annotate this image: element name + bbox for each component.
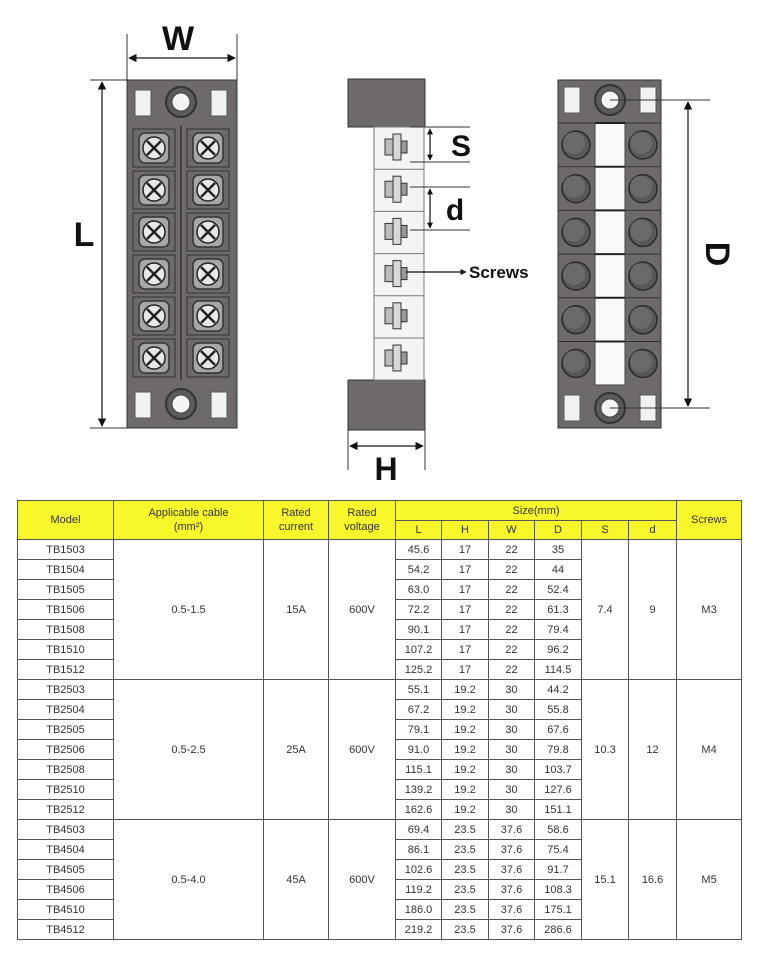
cell-w: 37.6: [489, 920, 535, 940]
cell-l: 67.2: [396, 700, 442, 720]
cell-d-big: 58.6: [535, 820, 582, 840]
cell-model: TB2510: [18, 780, 114, 800]
cell-voltage: 600V: [329, 540, 396, 680]
spec-table: [17, 500, 742, 940]
cell-l: 102.6: [396, 860, 442, 880]
cell-model: TB1505: [18, 580, 114, 600]
cell-h: 19.2: [442, 780, 489, 800]
height-label: H: [374, 451, 398, 487]
cell-h: 19.2: [442, 720, 489, 740]
cell-l: 186.0: [396, 900, 442, 920]
header-size: Size(mm): [396, 501, 677, 521]
cell-l: 162.6: [396, 800, 442, 820]
cell-d: 12: [629, 680, 677, 820]
cell-w: 37.6: [489, 900, 535, 920]
header-current-line1: Rated: [281, 507, 311, 519]
d-label: d: [445, 194, 465, 227]
cell-w: 30: [489, 680, 535, 700]
header-w: W: [489, 521, 535, 540]
header-cable-line2: (mm²): [173, 521, 204, 533]
header-voltage-line1: Rated: [347, 507, 377, 519]
terminal-screw-icon: [187, 129, 229, 167]
cell-h: 23.5: [442, 840, 489, 860]
cell-l: 125.2: [396, 660, 442, 680]
cell-w: 37.6: [489, 880, 535, 900]
table-row: [18, 540, 742, 560]
cell-h: 17: [442, 660, 489, 680]
cell-l: 69.4: [396, 820, 442, 840]
cell-d-big: 151.1: [535, 800, 582, 820]
cell-d-big: 55.8: [535, 700, 582, 720]
cell-l: 107.2: [396, 640, 442, 660]
cell-h: 17: [442, 640, 489, 660]
terminal-screw-icon: [187, 213, 229, 251]
cell-w: 30: [489, 800, 535, 820]
header-cable-line1: Applicable cable: [148, 507, 229, 519]
terminal-screw-icon: [133, 213, 175, 251]
cell-d-big: 103.7: [535, 760, 582, 780]
cell-h: 19.2: [442, 680, 489, 700]
cell-h: 17: [442, 560, 489, 580]
cell-s: 15.1: [582, 820, 629, 940]
cell-model: TB2506: [18, 740, 114, 760]
cell-w: 22: [489, 640, 535, 660]
terminal-screw-icon: [133, 171, 175, 209]
cell-s: 10.3: [582, 680, 629, 820]
cell-cable: 0.5-1.5: [114, 540, 264, 680]
cell-d-big: 67.6: [535, 720, 582, 740]
cell-l: 79.1: [396, 720, 442, 740]
cell-h: 23.5: [442, 820, 489, 840]
cell-model: TB1512: [18, 660, 114, 680]
cell-model: TB4512: [18, 920, 114, 940]
cell-screws: M3: [677, 540, 742, 680]
terminal-screw-icon: [133, 129, 175, 167]
cell-d-big: 114.5: [535, 660, 582, 680]
cell-d-big: 44: [535, 560, 582, 580]
cell-cable: 0.5-2.5: [114, 680, 264, 820]
cell-w: 22: [489, 600, 535, 620]
cell-current: 45A: [264, 820, 329, 940]
cell-model: TB2508: [18, 760, 114, 780]
cell-h: 23.5: [442, 860, 489, 880]
screws-label: Screws: [469, 263, 529, 282]
terminal-screw-icon: [187, 339, 229, 377]
cell-d-big: 79.4: [535, 620, 582, 640]
cell-model: TB4504: [18, 840, 114, 860]
header-cable: [114, 501, 264, 540]
cell-d-big: 61.3: [535, 600, 582, 620]
cell-model: TB1504: [18, 560, 114, 580]
cell-current: 25A: [264, 680, 329, 820]
width-label: W: [161, 20, 195, 58]
cell-model: TB1508: [18, 620, 114, 640]
cell-l: 219.2: [396, 920, 442, 940]
cell-d-big: 79.8: [535, 740, 582, 760]
header-screws: Screws: [677, 501, 742, 540]
side-view: [348, 79, 529, 487]
cell-model: TB4506: [18, 880, 114, 900]
cell-w: 37.6: [489, 820, 535, 840]
header-model: Model: [18, 501, 114, 540]
cell-w: 22: [489, 580, 535, 600]
header-h: H: [442, 521, 489, 540]
header-s: S: [582, 521, 629, 540]
terminal-screw-icon: [133, 339, 175, 377]
s-label: S: [450, 130, 472, 163]
cell-l: 63.0: [396, 580, 442, 600]
cell-h: 17: [442, 580, 489, 600]
cell-screws: M5: [677, 820, 742, 940]
cell-l: 45.6: [396, 540, 442, 560]
front-view: [74, 20, 237, 428]
table-row: [18, 680, 742, 700]
header-d-big: D: [535, 521, 582, 540]
cell-d-big: 175.1: [535, 900, 582, 920]
cell-w: 22: [489, 540, 535, 560]
back-view: [558, 80, 736, 428]
cell-model: TB4505: [18, 860, 114, 880]
header-voltage: [329, 501, 396, 540]
cell-voltage: 600V: [329, 680, 396, 820]
cell-voltage: 600V: [329, 820, 396, 940]
cell-d-big: 35: [535, 540, 582, 560]
cell-l: 72.2: [396, 600, 442, 620]
table-row: [18, 820, 742, 840]
cell-model: TB2503: [18, 680, 114, 700]
cell-h: 19.2: [442, 760, 489, 780]
cell-h: 19.2: [442, 800, 489, 820]
cell-w: 30: [489, 740, 535, 760]
cell-model: TB2504: [18, 700, 114, 720]
cell-w: 30: [489, 780, 535, 800]
terminal-screw-icon: [187, 255, 229, 293]
cell-w: 30: [489, 700, 535, 720]
cell-l: 119.2: [396, 880, 442, 900]
cell-cable: 0.5-4.0: [114, 820, 264, 940]
cell-screws: M4: [677, 680, 742, 820]
terminal-screw-icon: [187, 297, 229, 335]
cell-w: 22: [489, 560, 535, 580]
cell-d-big: 75.4: [535, 840, 582, 860]
header-voltage-line2: voltage: [344, 521, 380, 533]
cell-l: 86.1: [396, 840, 442, 860]
cell-l: 54.2: [396, 560, 442, 580]
length-label: L: [73, 216, 95, 254]
header-current: [264, 501, 329, 540]
cell-d: 9: [629, 540, 677, 680]
cell-d-big: 52.4: [535, 580, 582, 600]
cell-d-big: 108.3: [535, 880, 582, 900]
cell-l: 90.1: [396, 620, 442, 640]
cell-model: TB2505: [18, 720, 114, 740]
cell-h: 17: [442, 620, 489, 640]
cell-d-big: 286.6: [535, 920, 582, 940]
header-l: L: [396, 521, 442, 540]
cell-s: 7.4: [582, 540, 629, 680]
terminal-screw-icon: [187, 171, 229, 209]
cell-d-big: 96.2: [535, 640, 582, 660]
cell-d-big: 91.7: [535, 860, 582, 880]
cell-w: 22: [489, 660, 535, 680]
cell-l: 139.2: [396, 780, 442, 800]
cell-h: 19.2: [442, 740, 489, 760]
cell-h: 19.2: [442, 700, 489, 720]
cell-w: 37.6: [489, 860, 535, 880]
cell-model: TB2512: [18, 800, 114, 820]
cell-current: 15A: [264, 540, 329, 680]
cell-w: 30: [489, 720, 535, 740]
cell-d-big: 44.2: [535, 680, 582, 700]
cell-d-big: 127.6: [535, 780, 582, 800]
cell-l: 55.1: [396, 680, 442, 700]
cell-h: 23.5: [442, 920, 489, 940]
cell-l: 115.1: [396, 760, 442, 780]
cell-model: TB4510: [18, 900, 114, 920]
cell-w: 37.6: [489, 840, 535, 860]
cell-h: 17: [442, 540, 489, 560]
cell-h: 23.5: [442, 880, 489, 900]
terminal-screw-icon: [133, 255, 175, 293]
distance-label: D: [698, 241, 736, 267]
cell-model: TB1506: [18, 600, 114, 620]
cell-model: TB1503: [18, 540, 114, 560]
cell-w: 30: [489, 760, 535, 780]
cell-w: 22: [489, 620, 535, 640]
header-current-line2: current: [278, 521, 314, 533]
cell-d: 16.6: [629, 820, 677, 940]
cell-h: 23.5: [442, 900, 489, 920]
header-d: d: [629, 521, 677, 540]
cell-model: TB1510: [18, 640, 114, 660]
terminal-screw-icon: [133, 297, 175, 335]
cell-h: 17: [442, 600, 489, 620]
cell-l: 91.0: [396, 740, 442, 760]
cell-model: TB4503: [18, 820, 114, 840]
